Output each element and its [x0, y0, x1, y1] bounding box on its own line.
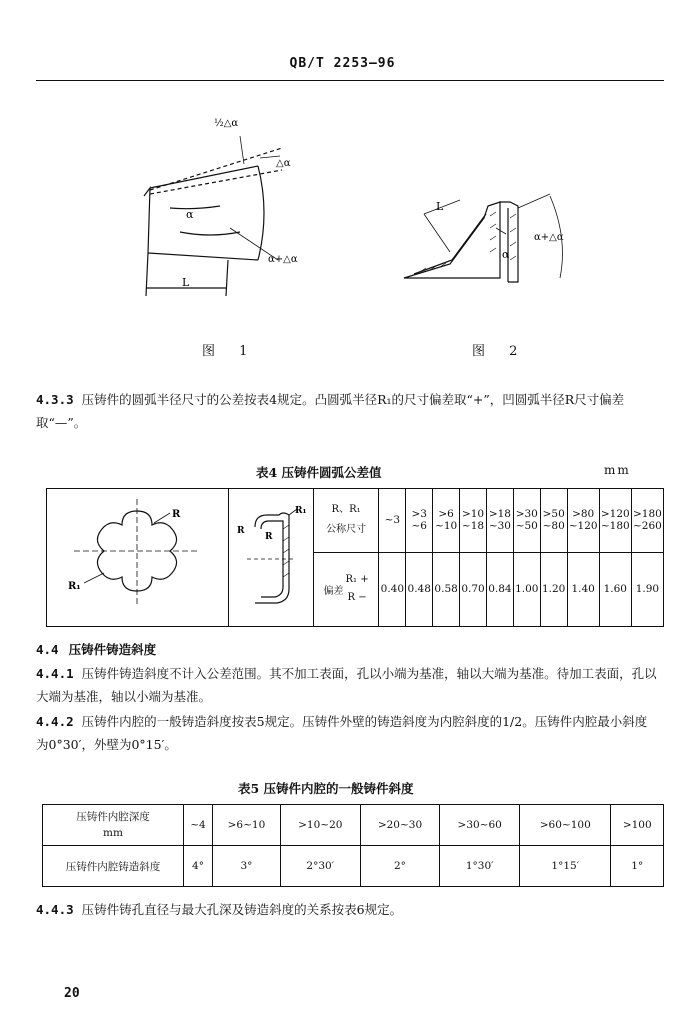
range-cell: ~3: [379, 489, 406, 553]
paragraph-4-4-3: [36, 898, 658, 921]
table-4-row2-header: [313, 552, 379, 626]
range-cell: >120 ~180: [599, 489, 631, 553]
angle-cell: 1°30′: [440, 846, 520, 887]
section-4-4-heading: 4.4 压铸件铸造斜度: [36, 642, 157, 657]
figure-2-caption: 图 2: [472, 344, 528, 359]
depth-cell: >10~20: [280, 805, 360, 846]
angle-cell: 1°: [611, 846, 664, 887]
value-cell: 0.70: [460, 552, 487, 626]
page-number: 20: [64, 986, 80, 1001]
value-cell: 0.84: [486, 552, 513, 626]
document-header: QB/T 2253—96: [289, 56, 396, 71]
value-cell: 1.20: [540, 552, 567, 626]
table-5: [42, 804, 664, 887]
angle-cell: 2°30′: [280, 846, 360, 887]
fig2-label-alpha-plus: α+△α: [534, 232, 564, 243]
range-cell: >10 ~18: [460, 489, 487, 553]
paragraph-text: 压铸件铸造斜度不计入公差范围。其不加工表面，孔以小端为基准，轴以大端为基准。待加工表面，孔以大端为基准，轴以小端为基准。: [36, 666, 657, 704]
angle-cell: 1°15′: [520, 846, 611, 887]
range-cell: >50 ~80: [540, 489, 567, 553]
depth-cell: ~4: [184, 805, 213, 846]
value-cell: 0.40: [379, 552, 406, 626]
depth-cell: >20~30: [360, 805, 440, 846]
table-5-row2-header: 压铸件内腔铸造斜度: [43, 846, 184, 887]
range-cell: >180 ~260: [631, 489, 663, 553]
angle-cell: 2°: [360, 846, 440, 887]
value-cell: 1.40: [567, 552, 599, 626]
paragraph-text: 压铸件的圆弧半径尺寸的公差按表4规定。凸圆弧半径R₁的尺寸偏差取“+”，凹圆弧半径R尺寸偏差取“—”。: [36, 392, 625, 430]
depth-cell: >60~100: [520, 805, 611, 846]
depth-cell: >6~10: [212, 805, 280, 846]
range-cell: >3 ~6: [406, 489, 433, 553]
table-4-unit: mm: [604, 463, 631, 477]
fig1-label-delta: △α: [276, 158, 291, 169]
section-profile-diagram: [233, 489, 309, 623]
figure-2-diagram: [400, 178, 590, 298]
row2-header-r1: R₁ +: [345, 574, 369, 586]
depth-cell: >100: [611, 805, 664, 846]
row1-header-bottom: 公称尺寸: [326, 524, 367, 536]
fig1-label-alpha-plus: α+△α: [268, 254, 298, 265]
fig1-label-half-delta: ½△α: [214, 118, 239, 129]
value-cell: 1.90: [631, 552, 663, 626]
value-cell: 0.58: [433, 552, 460, 626]
angle-cell: 3°: [212, 846, 280, 887]
table-4-diagram-cell-1: [47, 489, 229, 627]
row2-header-left: 偏差: [323, 585, 344, 597]
fig2-label-alpha: α: [502, 248, 510, 261]
fig2-label-l: L: [436, 200, 444, 213]
range-cell: >6 ~10: [433, 489, 460, 553]
paragraph-number: 4.4.3: [36, 902, 74, 917]
table-4-row1-header: [313, 489, 379, 553]
diagram1-label-r1: R₁: [68, 581, 82, 592]
row1-header-top: R、R₁: [331, 504, 361, 516]
paragraph-4-4-2: [36, 710, 658, 756]
fig1-label-alpha: α: [186, 208, 194, 221]
angle-cell: 4°: [184, 846, 213, 887]
table-5-row1-header: 压铸件内腔深度 mm: [43, 805, 184, 846]
star-profile-diagram: [54, 489, 220, 623]
figure-1-diagram: [120, 108, 320, 308]
range-cell: >18 ~30: [486, 489, 513, 553]
paragraph-4-4-1: [36, 662, 658, 708]
table-4: [46, 488, 664, 627]
paragraph-4-3-3: [36, 388, 658, 434]
paragraph-text: 压铸件内腔的一般铸造斜度按表5规定。压铸件外壁的铸造斜度为内腔斜度的1/2。压铸件内腔最小斜度为0°30′，外壁为0°15′。: [36, 714, 648, 752]
paragraph-number: 4.4.2: [36, 714, 74, 729]
paragraph-number: 4.3.3: [36, 392, 74, 407]
header-rule: [36, 80, 664, 81]
table-4-diagram-cell-2: [228, 489, 313, 627]
range-cell: >80 ~120: [567, 489, 599, 553]
value-cell: 0.48: [406, 552, 433, 626]
paragraph-text: 压铸件铸孔直径与最大孔深及铸造斜度的关系按表6规定。: [81, 902, 403, 917]
range-cell: >30 ~50: [513, 489, 540, 553]
paragraph-number: 4.4.1: [36, 666, 74, 681]
diagram2-label-r-inner: R: [264, 532, 273, 542]
value-cell: 1.00: [513, 552, 540, 626]
diagram1-label-r: R: [172, 509, 181, 520]
table-4-title: 表4 压铸件圆弧公差值: [256, 465, 382, 480]
diagram2-label-r1: R₁: [294, 506, 307, 516]
row2-header-r: R −: [347, 592, 367, 604]
value-cell: 1.60: [599, 552, 631, 626]
figure-1-caption: 图 1: [202, 344, 258, 359]
diagram2-label-r-outer: R: [236, 526, 245, 536]
fig1-label-l: L: [182, 276, 190, 289]
depth-cell: >30~60: [440, 805, 520, 846]
table-5-title: 表5 压铸件内腔的一般铸件斜度: [238, 781, 414, 796]
